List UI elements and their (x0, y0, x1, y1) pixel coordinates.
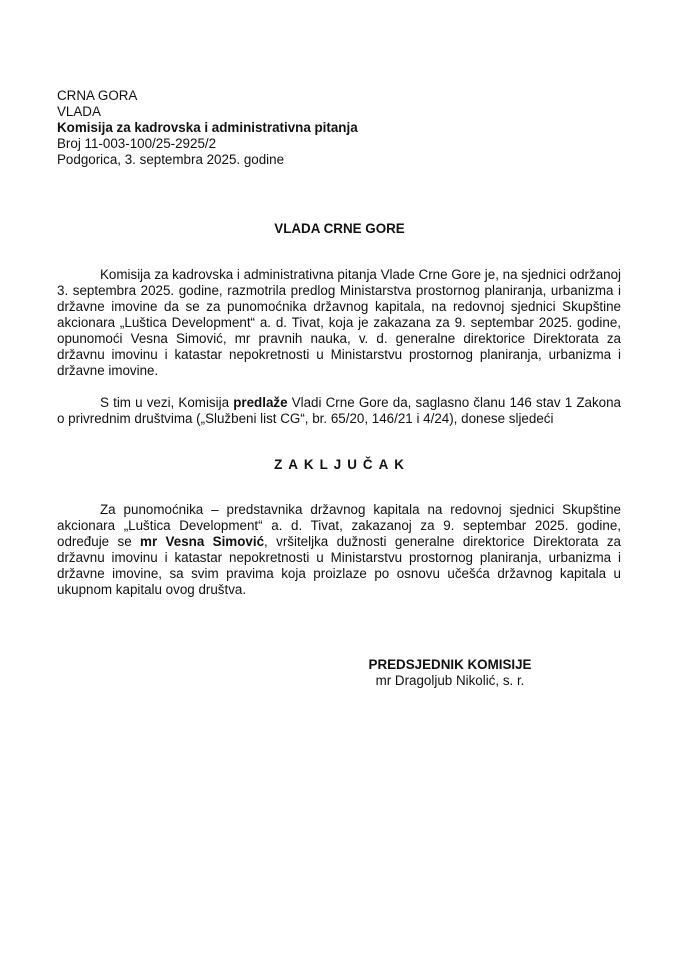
conclusion-paragraph (57, 502, 621, 598)
government-name: VLADA (57, 104, 101, 119)
paragraph2-emphasis: predlaže (233, 395, 288, 410)
addressee-title: VLADA CRNE GORE (274, 221, 405, 236)
country-name: CRNA GORA (57, 88, 138, 103)
place-date: Podgorica, 3. septembra 2025. godine (57, 152, 285, 167)
document-header (57, 88, 477, 168)
document-number: Broj 11-003-100/25-2925/2 (57, 136, 217, 151)
paragraph2-text-end: Vladi Crne Gore da, saglasno članu 146 stav 1 Zakona o privrednim društvima („Službeni list CG“, br. 65/20, 146/21 i 4/24), donese sljedeći (57, 395, 622, 426)
paragraph2-text-start: S tim u vezi, Komisija (100, 395, 234, 410)
signature-title: PREDSJEDNIK KOMISIJE (368, 657, 532, 672)
conclusion-emphasis: mr Vesna Simović (140, 534, 265, 549)
body-paragraph-1: Komisija za kadrovska i administrativna pitanja Vlade Crne Gore je, na sjednici održanoj 3. septembra 2025. godine, razmotrila predlog Ministarstva prostornog planiranja, urbanizma i državne imovine da se za punomoćnika državnog kapitala, na redovnoj sjednici Skupštine akcionara „Luštica Development“ a. d. Tivat, koja je zakazana za 9. septembar 2025. godine, opunomoći Vesna Simović, mr pravnih nauka, v. d. generalne direktorice Direktorata za državnu imovinu i katastar nepokretnosti u Ministarstvu prostornog planiranja, urbanizma i državne imovine. (57, 267, 622, 378)
conclusion-title: ZAKLJUČAK (274, 457, 410, 472)
signature-name: mr Dragoljub Nikolić, s. r. (375, 673, 525, 688)
conclusion-text-start: Za punomoćnika – predstavnika državnog kapitala na redovnoj sjednici Skupštine akcionara „Luštica Development“ a. d. Tivat, zakazanoj za 9. septembar 2025. godine, određuje se (57, 502, 621, 549)
commission-name: Komisija za kadrovska i administrativna pitanja (57, 120, 358, 135)
body-paragraph-2 (57, 395, 621, 427)
conclusion-text-end: , vršiteljka dužnosti generalne direktorice Direktorata za državnu imovinu i katastar nepokretnosti u Ministarstvu prostornog planiranja, urbanizma i državne imovine, sa svim pravima koja proizlaze po osnovu učešća državnog kapitala u ukupnom kapitalu ovog društva. (57, 534, 622, 597)
